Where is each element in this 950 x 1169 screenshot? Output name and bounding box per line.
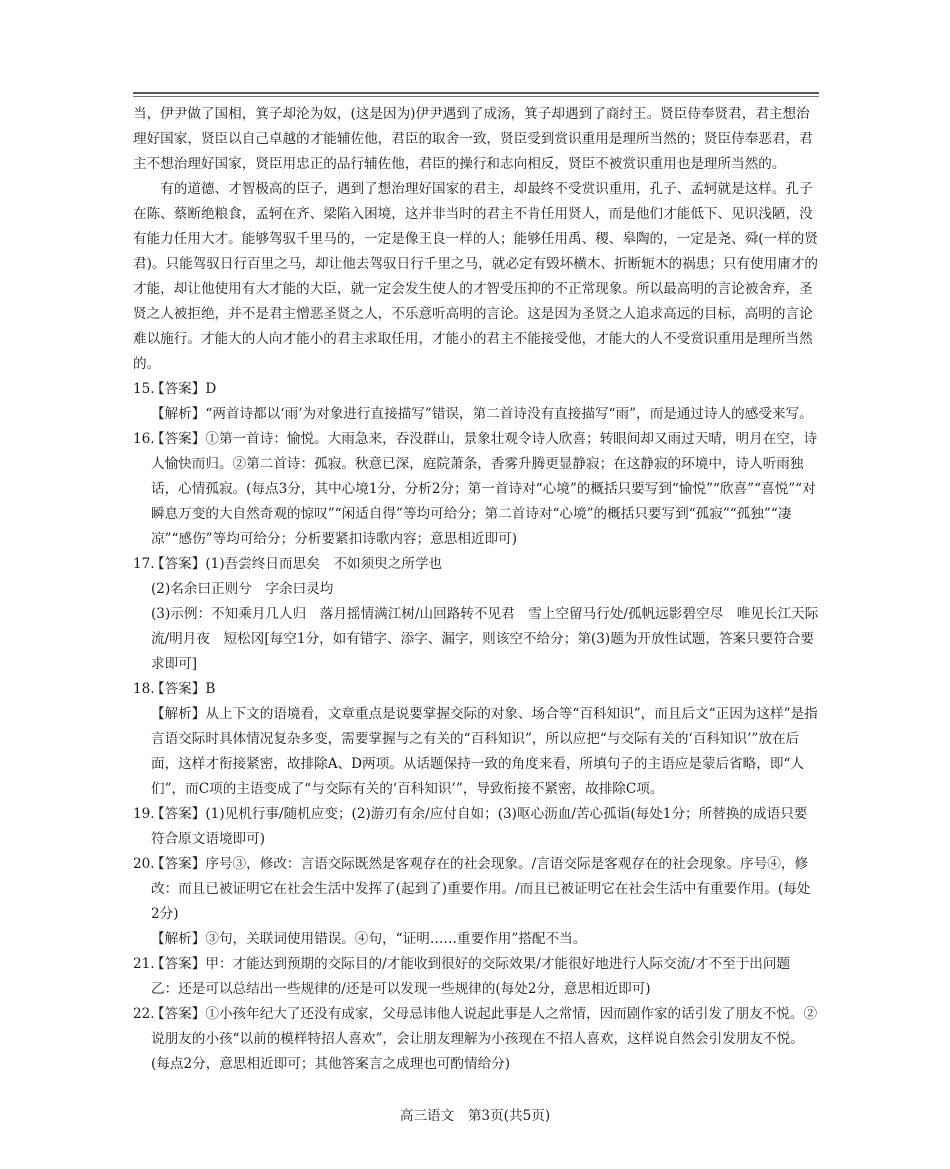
answer-text: 【答案】①小孩年纪大了还没有成家，父母忌讳他人说起此事是人之常情，因而剧作家的话引发了朋友不悦。②说朋友的小孩“以前的模样特招人喜欢”，会让朋友理解为小孩现在不招人喜欢，这样说自然会引发朋友不悦。(每点2分，意思相近即可；其他答案言之成理也可酌情给分) (151, 1006, 818, 1072)
answer-text: (2)名余曰正则兮 字余曰灵均 (151, 581, 334, 597)
question-number: 16. (133, 431, 155, 447)
translation-paragraph: 有的道德、才智极高的臣子，遇到了想治理好国家的君主，却最终不受赏识重用，孔子、孟轲就是这样。孔子在陈、蔡断绝粮食，孟轲在齐、梁陷入困境，这并非当时的君主不肯任用贤人，而是他们才能低下、见识浅陋，没有能力任用大才。能够驾驭千里马的，一定是像王良一样的人；能够任用禹、稷、皋陶的，一定是尧、舜(一样的贤君)。只能驾驭日行百里之马，却让他去驾驭日行千里之马，就必定有毁坏横木、折断轭木的祸患；只有使用庸才的才能，却让他使用有大才能的大臣，就一定会发生使人的才智受压抑的不正常现象。所以最高明的言论被舍弃，圣贤之人被拒绝，并不是君主憎恶圣贤之人，不乐意听高明的言论。这是因为圣贤之人追求高远的目标，高明的言论难以施行。才能大的人向才能小的君主求取任用，才能小的君主不能接受他，才能大的人不受赏识重用是理所当然的。 (133, 181, 818, 372)
question-number: 21. (133, 956, 155, 972)
answer-item-17 (133, 552, 819, 677)
analysis-text: 【解析】③句，关联词使用错误。④句，“证明……重要作用”搭配不当。 (151, 931, 587, 947)
answer-item-20 (133, 852, 819, 952)
question-number: 17. (133, 556, 155, 572)
answer-text: 【答案】甲：才能达到预期的交际目的/才能收到很好的交际效果/才能很好地进行人际交流/才不至于出问题 (151, 956, 791, 972)
question-number: 22. (133, 1006, 155, 1022)
translation-paragraph: 当，伊尹做了国相，箕子却沦为奴，(这是因为)伊尹遇到了成汤，箕子却遇到了商纣王。贤臣侍奉贤君，君主想治理好国家，贤臣以自己卓越的才能辅佐他，君臣的取舍一致，贤臣受到赏识重用是理所当然的；贤臣侍奉恶君，君主不想治理好国家，贤臣用忠正的品行辅佐他，君臣的操行和志向相反，贤臣不被赏识重用也是理所当然的。 (133, 106, 813, 172)
question-number: 15. (133, 381, 155, 397)
analysis-text: 【解析】“两首诗都以‘雨’为对象进行直接描写”错误，第二首诗没有直接描写“雨”，而是通过诗人的感受来写。 (151, 406, 813, 422)
answer-text: 【答案】(1)见机行事/随机应变；(2)游刃有余/应付自如；(3)呕心沥血/苦心孤诣(每处1分；所替换的成语只要符合原文语境即可) (151, 806, 808, 847)
answer-item-18 (133, 677, 819, 802)
answer-text: 【答案】B (151, 681, 216, 697)
answer-item-21 (133, 952, 819, 1002)
answer-text: 【答案】D (151, 381, 217, 397)
answer-item-22 (133, 1002, 819, 1077)
question-number: 20. (133, 856, 155, 872)
analysis-text: 【解析】从上下文的语境看，文章重点是说要掌握交际的对象、场合等“百科知识”，而且后文“正因为这样”是指言语交际时具体情况复杂多变，需要掌握与之有关的“百科知识”，所以应把“与交际有关的‘百科知识’”放在后面，这样才衔接紧密，故排除A、D两项。从话题保持一致的角度来看，所填句子的主语应是蒙后省略，即“人们”，而C项的主语变成了“与交际有关的‘百科知识’”，导致衔接不紧密，故排除C项。 (151, 706, 818, 797)
answer-text: 【答案】①第一首诗：愉悦。大雨急来，吞没群山，景象壮观令诗人欣喜；转眼间却又雨过天晴，明月在空，诗人愉快而归。②第二首诗：孤寂。秋意已深，庭院萧条，香雾升腾更显静寂；在这静寂的环境中，诗人听雨独话，心情孤寂。(每点3分，其中心境1分，分析2分；第一首诗对“心境”的概括只要写到“愉悦”“欣喜”“喜悦”“对瞬息万变的大自然奇观的惊叹”“闲适自得”等均可给分；第二首诗对“心境”的概括只要写到“孤寂”“孤独”“凄凉”“感伤”等均可给分；分析要紧扣诗歌内容；意思相近即可) (151, 431, 818, 547)
page-footer: 高三语文 第3页(共5页) (399, 1108, 551, 1124)
answer-item-16 (133, 427, 819, 552)
answer-text: 【答案】序号③，修改：言语交际既然是客观存在的社会现象。/言语交际是客观存在的社会现象。序号④，修改：而且已被证明它在社会生活中发挥了(起到了)重要作用。/而且已被证明它在社会生活中有重要作用。(每处2分) (151, 856, 811, 922)
header-rule-thin (133, 96, 819, 97)
answer-text: 乙：还是可以总结出一些规律的/还是可以发现一些规律的(每处2分，意思相近即可) (151, 981, 651, 997)
answer-item-15 (133, 377, 819, 427)
answer-text: 【答案】(1)吾尝终日而思矣 不如须臾之所学也 (151, 556, 443, 572)
question-number: 19. (133, 806, 155, 822)
answer-item-19 (133, 802, 819, 852)
page-content (133, 102, 819, 1077)
answer-text: (3)示例：不知乘月几人归 落月摇情满江树/山回路转不见君 雪上空留马行处/孤帆远影碧空尽 唯见长江天际流/明月夜 短松冈[每空1分，如有错字、添字、漏字，则该空不给分；第(3)题为开放性试题，答案只要符合要求即可] (151, 606, 819, 672)
question-number: 18. (133, 681, 155, 697)
header-rule (133, 92, 819, 94)
